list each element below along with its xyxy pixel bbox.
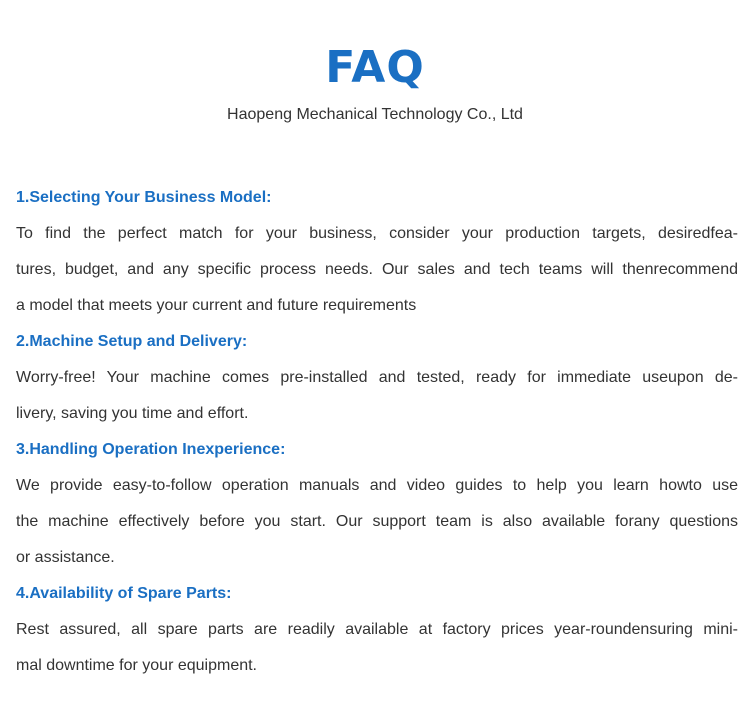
- faq-item-business-model: [16, 180, 738, 324]
- faq-question: 2.Machine Setup and Delivery:: [16, 333, 248, 350]
- faq-answer-line: the machine effectively before you start. Our support team is also available forany questions: [16, 513, 738, 530]
- faq-list: [16, 180, 738, 684]
- faq-answer: [16, 360, 738, 432]
- faq-answer-line: a model that meets your current and future requirements: [16, 297, 417, 314]
- faq-item-spare-parts: [16, 576, 738, 684]
- page-title: FAQ: [325, 42, 425, 93]
- faq-item-setup-delivery: [16, 324, 738, 432]
- faq-answer-line: livery, saving you time and effort.: [16, 405, 249, 422]
- faq-question: 3.Handling Operation Inexperience:: [16, 441, 286, 458]
- faq-answer: [16, 612, 738, 684]
- faq-answer-line: Rest assured, all spare parts are readily available at factory prices year-roundensuring mini-: [16, 621, 738, 638]
- faq-answer-line: We provide easy-to-follow operation manuals and video guides to help you learn howto use: [16, 477, 738, 494]
- faq-answer: [16, 468, 738, 576]
- faq-answer-line: tures, budget, and any specific process needs. Our sales and tech teams will thenrecommend: [16, 261, 738, 278]
- faq-answer-line: Worry-free! Your machine comes pre-installed and tested, ready for immediate useupon de-: [16, 369, 738, 386]
- faq-item-operation-inexperience: [16, 432, 738, 576]
- faq-answer: [16, 216, 738, 324]
- company-name: Haopeng Mechanical Technology Co., Ltd: [227, 106, 523, 123]
- faq-answer-line: or assistance.: [16, 549, 115, 566]
- faq-answer-line: mal downtime for your equipment.: [16, 657, 257, 674]
- faq-answer-line: To find the perfect match for your business, consider your production targets, desiredfea-: [16, 225, 738, 242]
- page-header: [0, 40, 750, 126]
- faq-question: 4.Availability of Spare Parts:: [16, 585, 232, 602]
- faq-question: 1.Selecting Your Business Model:: [16, 189, 272, 206]
